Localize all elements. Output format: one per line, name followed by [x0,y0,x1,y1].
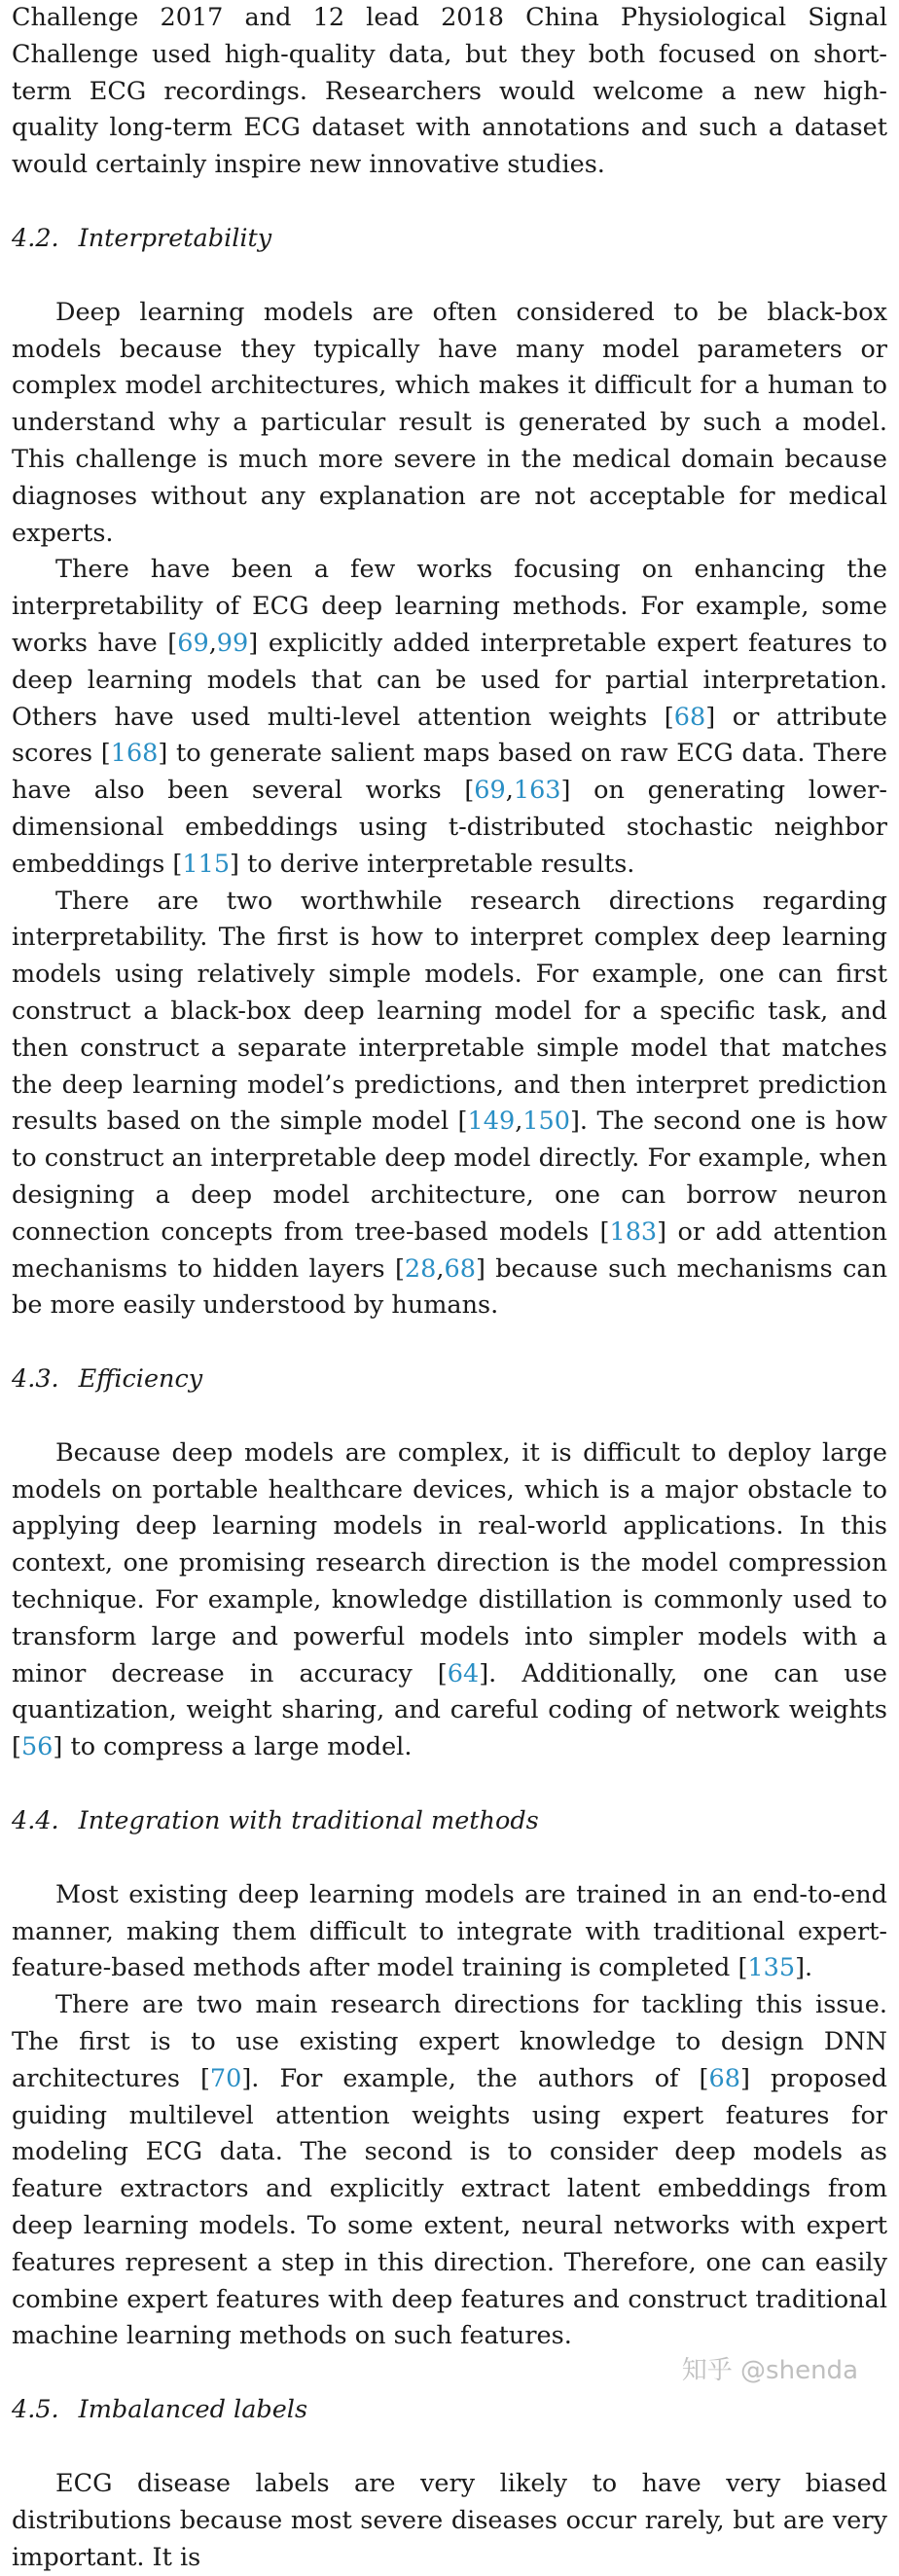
section-heading-4-2 [12,221,887,258]
text-run: There have been a few works focusing on enhancing the interpretability of ECG deep learning methods. For example, some works have [ [12,555,887,658]
section-number: 4.4. [12,1806,59,1836]
section-title: Interpretability [78,223,272,253]
paragraph: ECG disease labels are very likely to have very biased distributions because most severe diseases occur rarely, but are very important. It is [12,2469,887,2572]
section-title: Efficiency [78,1364,203,1395]
citation-link[interactable]: 150 [522,1107,570,1137]
text-run: ]. [795,1953,813,1983]
citation-link[interactable]: 115 [182,849,231,879]
text-run: Most existing deep learning models are trained in an end-to-end manner, making them difficult to integrate with traditional expert-feature-based methods after model training is completed [ [12,1879,887,1983]
section-heading-4-4 [12,1803,887,1840]
citation-link[interactable]: 183 [609,1216,658,1247]
paragraph [12,1435,887,1766]
section-number: 4.5. [12,2395,59,2425]
citation-link[interactable]: 56 [20,1732,54,1762]
text-run: , [208,628,217,658]
text-run: ] or attribute scores [ [12,702,887,769]
citation-link[interactable]: 69 [177,628,209,658]
text-run: There are two main research directions for tackling this issue. The first is to use existing expert knowledge to design DNN architectures [ [12,1990,887,2093]
citation-link[interactable]: 68 [708,2063,740,2093]
section-title: Imbalanced labels [78,2395,308,2425]
section-title: Integration with traditional methods [78,1806,539,1836]
text-run: ] because such mechanisms can be more easily understood by humans. [12,1253,887,1321]
section-heading-4-3 [12,1361,887,1398]
section-number: 4.2. [12,223,59,253]
text-run: ]. Additionally, one can use quantization, weight sharing, and careful coding of network weights [ [12,1658,887,1762]
paragraph [12,1877,887,1987]
text-run: ]. For example, the authors of [ [241,2063,709,2093]
article-page [12,0,887,2576]
text-run: ]. The second one is how to construct an interpretable deep model directly. For example, when designing a deep model architecture, one can borrow neuron connection concepts from tree-based models [ [12,1107,887,1247]
text-run: ] to derive interpretable results. [230,849,635,879]
citation-link[interactable]: 149 [467,1107,516,1137]
paragraph [12,1987,887,2355]
text-run: ] on generating lower-dimensional embeddings using t-distributed stochastic neighbor embeddings [ [12,776,887,879]
citation-link[interactable]: 135 [747,1953,796,1983]
text-run: , [505,776,514,806]
text-run: , [515,1107,523,1137]
text-run: ] to generate salient maps based on raw ECG data. There have also been several works [ [12,739,887,806]
citation-link[interactable]: 64 [447,1658,480,1688]
intro-paragraph: Challenge 2017 and 12 lead 2018 China Physiological Signal Challenge used high-quality data, but they both focused on short-term ECG recordings. Researchers would welcome a new high-quality long-term ECG dataset with annotations and such a dataset would certainly inspire new innovative studies. [12,3,887,180]
citation-link[interactable]: 68 [673,702,706,732]
citation-link[interactable]: 70 [209,2063,242,2093]
text-run: ] or add attention mechanisms to hidden layers [ [12,1216,887,1284]
watermark-text: 知乎 @shenda [681,2356,858,2385]
paragraph [12,884,887,1325]
citation-link[interactable]: 99 [216,628,249,658]
citation-link[interactable]: 68 [444,1253,476,1284]
text-run: There are two worthwhile research directions regarding interpretability. The first is how to interpret complex deep learning models using relatively simple models. For example, one can first construct a black-box deep learning model for a specific task, and then construct a separate interpretable simple model that matches the deep learning model’s predictions, and then interpret prediction results based on the simple model [ [12,886,887,1137]
paragraph: Deep learning models are often considered to be black-box models because they typically have many model parameters or complex model architectures, which makes it difficult for a human to understand why a particular result is generated by such a model. This challenge is much more severe in the medical domain because diagnoses without any explanation are not acceptable for medical experts. [12,297,887,548]
citation-link[interactable]: 168 [110,739,159,769]
section-number: 4.3. [12,1364,59,1395]
text-run: Because deep models are complex, it is difficult to deploy large models on portable healthcare devices, which is a major obstacle to applying deep learning models in real-world applications. In this context, one promising research direction is the model compression technique. For example, knowledge distillation is commonly used to transform large and powerful models into simpler models with a minor decrease in accuracy [ [12,1437,887,1688]
text-run: ] explicitly added interpretable expert features to deep learning models that can be used for partial interpretation. Others have used multi-level attention weights [ [12,628,887,732]
section-heading-4-5 [12,2392,887,2429]
citation-link[interactable]: 163 [513,776,561,806]
citation-link[interactable]: 69 [474,776,506,806]
text-run: ] proposed guiding multilevel attention weights using expert features for modeling ECG data. The second is to consider deep models as feature extractors and explicitly extract latent embeddings from deep learning models. To some extent, neural networks with expert features represent a step in this direction. Therefore, one can easily combine expert features with deep features and construct traditional machine learning methods on such features. [12,2063,887,2351]
citation-link[interactable]: 28 [404,1253,437,1284]
text-run: , [436,1253,445,1284]
text-run: ] to compress a large model. [53,1732,413,1762]
paragraph [12,552,887,883]
